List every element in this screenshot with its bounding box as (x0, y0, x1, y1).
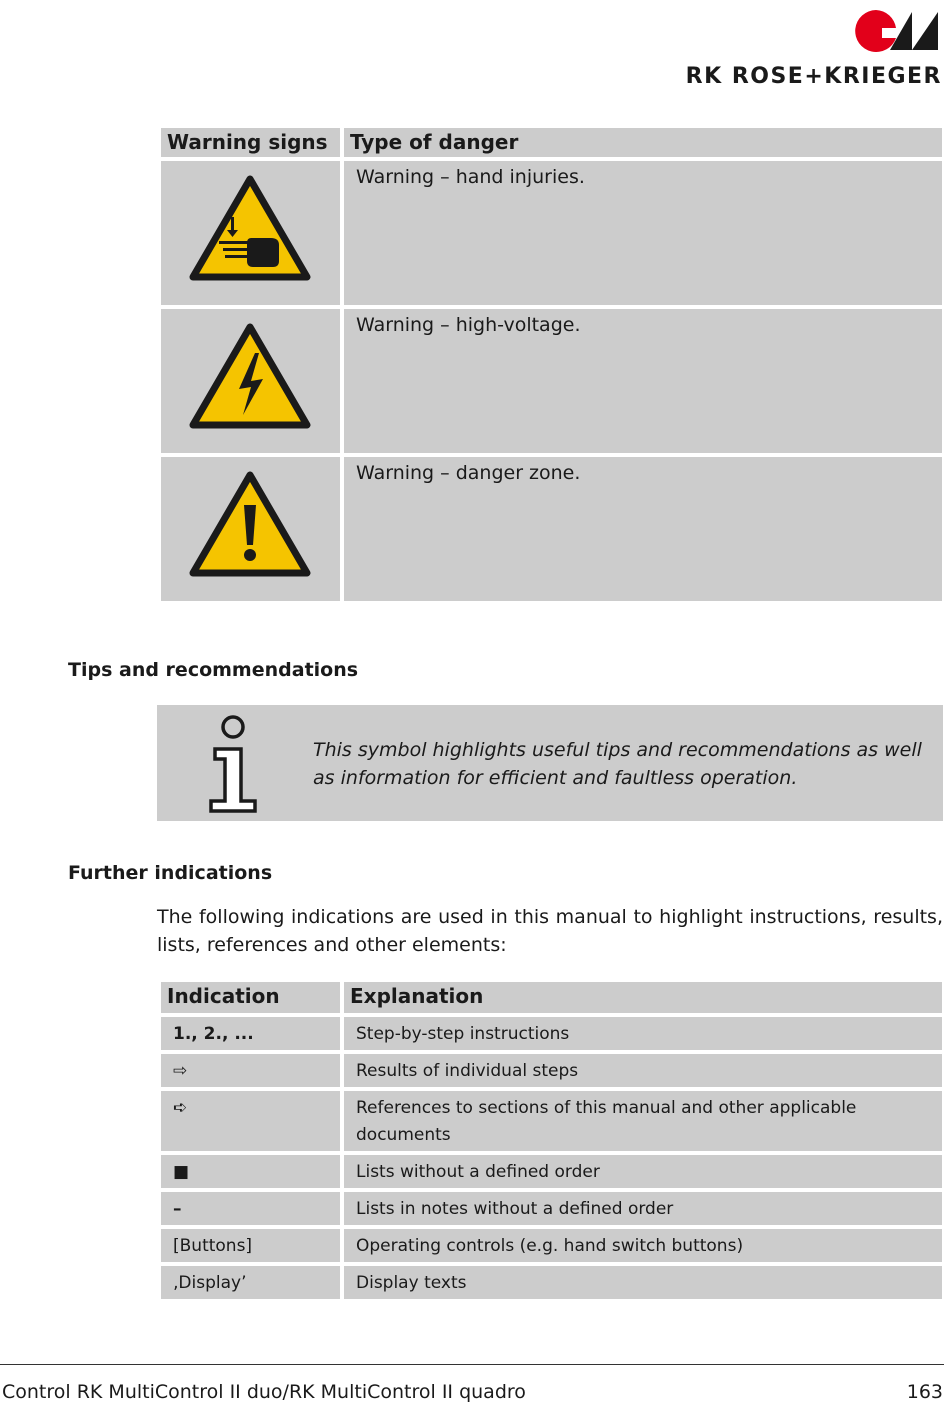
reference-arrow-icon: ➪ (161, 1091, 340, 1151)
indication-cell: [Buttons] (161, 1229, 340, 1262)
explanation-cell: Lists in notes without a defined order (344, 1192, 942, 1225)
indication-cell: ‚Display’ (161, 1266, 340, 1299)
explanation-cell: Step-by-step instructions (344, 1017, 942, 1050)
info-icon (205, 715, 261, 815)
footer-divider (0, 1364, 944, 1365)
explanation-cell: Lists without a defined order (344, 1155, 942, 1188)
dash-bullet-icon: – (161, 1192, 340, 1225)
danger-description: Warning – hand injuries. (344, 161, 942, 305)
indications-table (157, 978, 946, 1303)
table-row (161, 1192, 942, 1225)
table-row (161, 457, 942, 601)
table-row (161, 1017, 942, 1050)
explanation-cell: Operating controls (e.g. hand switch buttons) (344, 1229, 942, 1262)
danger-zone-warning-icon (189, 471, 311, 579)
column-header-warning-signs: Warning signs (161, 128, 340, 157)
company-logo (652, 8, 942, 88)
tip-text: This symbol highlights useful tips and recommendations as well as information for efficient and faultless operation. (313, 739, 922, 789)
column-header-indication: Indication (161, 982, 340, 1013)
footer-document-title: Control RK MultiControl II duo/RK MultiControl II quadro (2, 1381, 526, 1403)
section-heading-further-indications: Further indications (68, 862, 273, 884)
high-voltage-warning-icon (189, 323, 311, 431)
table-row (161, 161, 942, 305)
table-row (161, 309, 942, 453)
tip-box (157, 705, 943, 821)
sign-cell (161, 457, 340, 601)
danger-description: Warning – high-voltage. (344, 309, 942, 453)
result-arrow-icon: ⇨ (161, 1054, 340, 1087)
warning-signs-table (157, 124, 946, 605)
logo-mark-icon (852, 8, 942, 52)
sign-cell (161, 309, 340, 453)
explanation-cell: Results of individual steps (344, 1054, 942, 1087)
sign-cell (161, 161, 340, 305)
table-row (161, 1229, 942, 1262)
table-row (161, 1054, 942, 1087)
table-row (161, 1091, 942, 1151)
hand-injury-warning-icon (189, 175, 311, 283)
column-header-explanation: Explanation (344, 982, 942, 1013)
table-row (161, 1155, 942, 1188)
page-number: 163 (906, 1381, 943, 1403)
column-header-type-of-danger: Type of danger (344, 128, 942, 157)
table-row (161, 1266, 942, 1299)
explanation-cell: Display texts (344, 1266, 942, 1299)
danger-description: Warning – danger zone. (344, 457, 942, 601)
explanation-cell: References to sections of this manual and other applicable documents (344, 1091, 942, 1151)
section-heading-tips: Tips and recommendations (68, 659, 359, 681)
intro-paragraph: The following indications are used in this manual to highlight instructions, results, lists, references and other elements: (157, 906, 943, 956)
indication-cell: 1., 2., ... (161, 1017, 340, 1050)
square-bullet-icon: ■ (161, 1155, 340, 1188)
logo-wordmark: RK ROSE+KRIEGER (685, 64, 942, 89)
